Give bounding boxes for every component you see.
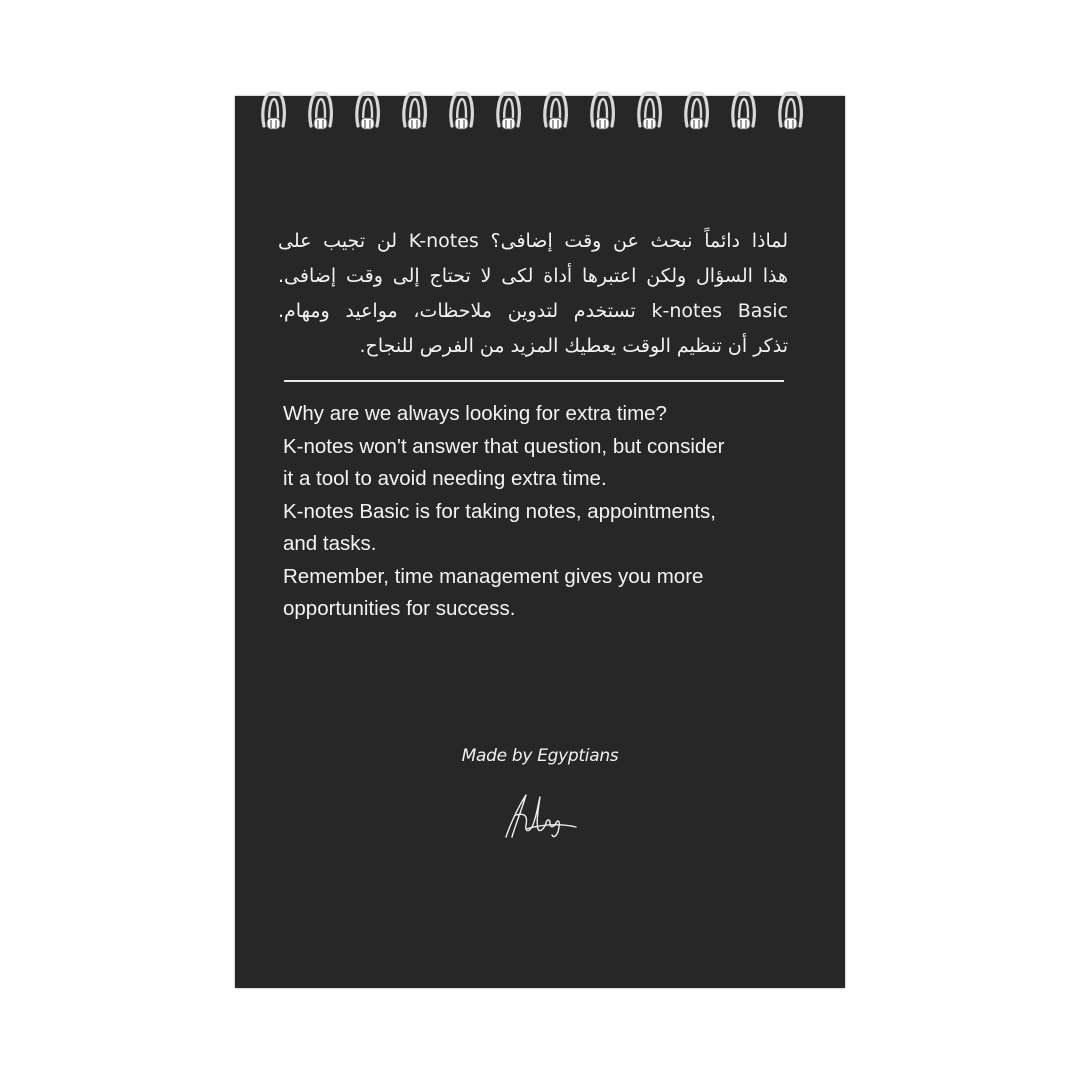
text-divider	[284, 380, 784, 382]
spiral-rings-icon	[255, 88, 815, 134]
spiral-ring	[263, 93, 285, 129]
spiral-ring	[451, 93, 473, 129]
spiral-ring	[639, 93, 661, 129]
arabic-description	[278, 224, 788, 364]
spiral-ring	[733, 93, 755, 129]
arabic-line-1: لماذا دائماً نبحث عن وقت إضافى؟ K-notes لن تجيب على	[278, 230, 789, 252]
english-line-1: Why are we always looking for extra time?	[283, 402, 667, 425]
spiral-ring	[686, 93, 708, 129]
made-by-label: Made by Egyptians	[461, 746, 619, 766]
spiral-binding	[255, 88, 815, 134]
spiral-ring	[357, 93, 379, 129]
english-line-6: Remember, time management gives you more	[283, 564, 704, 588]
english-line-2: K-notes won't answer that question, but consider	[283, 434, 725, 458]
arabic-line-2: هذا السؤال ولكن اعتبرها أداة لكى لا تحتاج إلى وقت إضافى.	[278, 265, 788, 287]
english-line-5: and tasks.	[283, 532, 377, 555]
english-line-7: opportunities for success.	[283, 597, 516, 620]
spiral-ring	[545, 93, 567, 129]
spiral-ring	[404, 93, 426, 129]
spiral-ring	[592, 93, 614, 129]
arabic-line-4: تذكر أن تنظيم الوقت يعطيك المزيد من الفرص للنجاح.	[359, 335, 788, 357]
spiral-ring	[780, 93, 802, 129]
english-description	[283, 398, 803, 626]
english-line-3: it a tool to avoid needing extra time.	[283, 467, 607, 490]
signature-icon	[496, 785, 580, 843]
spiral-ring	[498, 93, 520, 129]
arabic-line-3: k-notes Basic تستخدم لتدوين ملاحظات، مواعيد ومهام.	[278, 300, 789, 322]
english-line-4: K-notes Basic is for taking notes, appointments,	[283, 499, 717, 523]
spiral-ring	[310, 93, 332, 129]
